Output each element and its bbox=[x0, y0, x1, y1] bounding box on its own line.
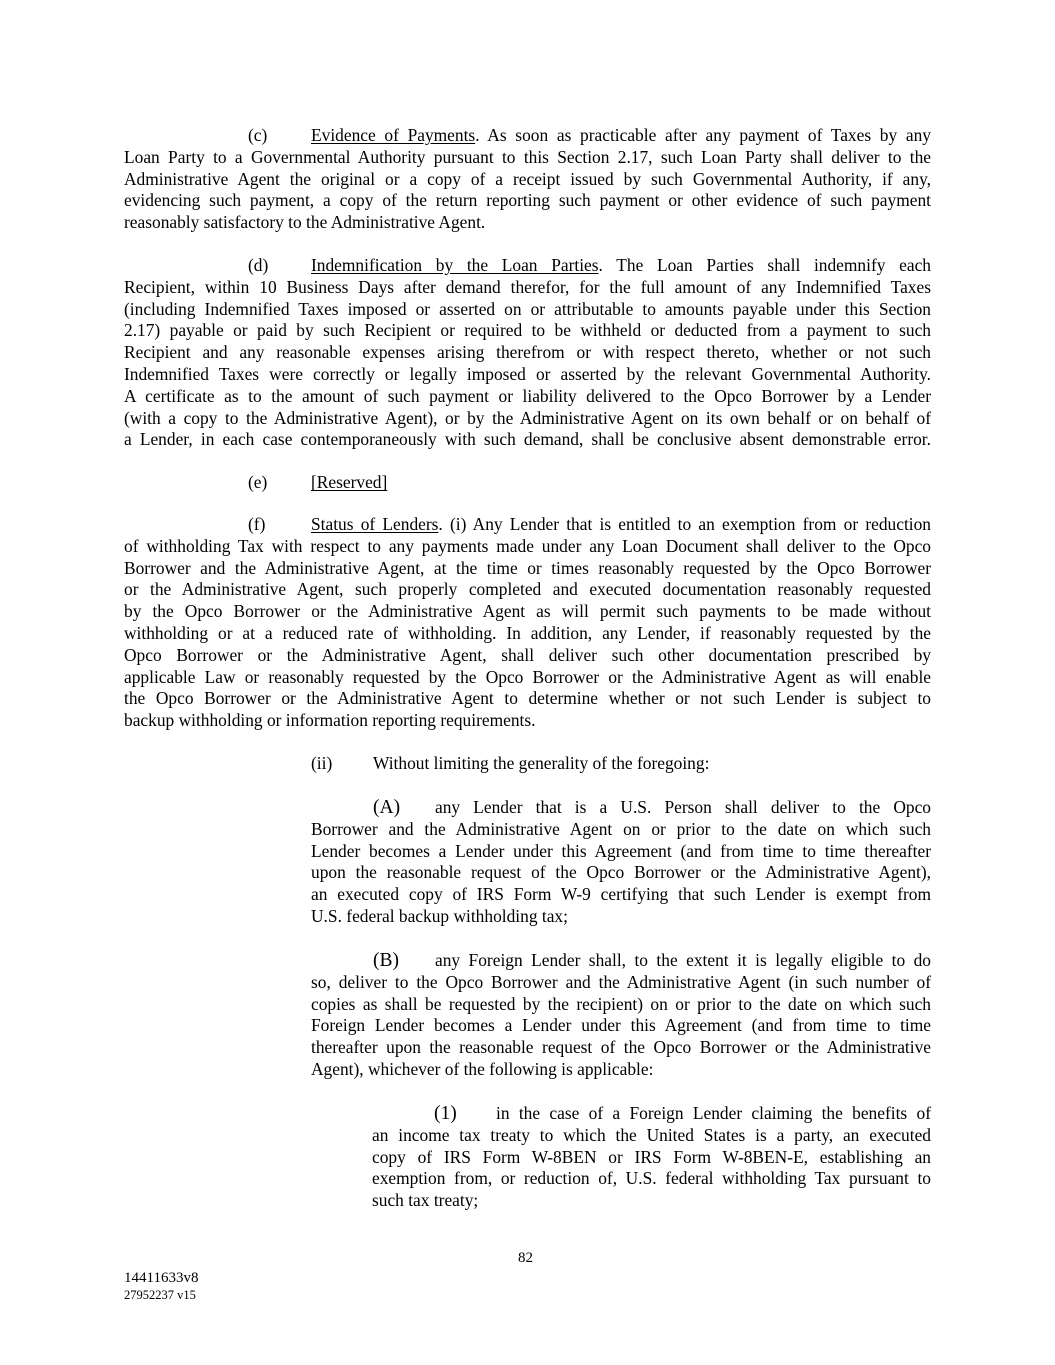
paragraph-f-line: Borrower and the Administrative Agent, at the time or times reasonably requested by the Opco Borrower bbox=[124, 557, 931, 578]
paragraph-c-line: Loan Party to a Governmental Authority pursuant to this Section 2.17, such Loan Party shall deliver to the bbox=[124, 146, 931, 167]
paragraph-1-line: copy of IRS Form W-8BEN or IRS Form W-8BEN-E, establishing an bbox=[372, 1146, 931, 1167]
paragraph-c-line: evidencing such payment, a copy of the return reporting such payment or other evidence of such payment bbox=[124, 190, 931, 211]
paragraph-d-line: Indemnified Taxes were correctly or legally imposed or asserted by the relevant Governmental Authority. bbox=[124, 363, 931, 384]
paragraph-f-line-1 bbox=[124, 514, 931, 536]
paragraph-d bbox=[124, 255, 931, 451]
document-id: 14411633v8 bbox=[124, 1270, 199, 1286]
paragraph-e bbox=[248, 472, 648, 494]
paragraph-B bbox=[311, 950, 931, 1081]
paragraph-c-text: . As soon as practicable after any payment of Taxes by any bbox=[475, 125, 931, 145]
paragraph-d-line: Recipient, within 10 Business Days after demand therefor, for the full amount of any Indemnified Taxes bbox=[124, 276, 931, 297]
paragraph-B-text: any Foreign Lender shall, to the extent it is legally eligible to do bbox=[435, 950, 931, 970]
paragraph-e-heading: [Reserved] bbox=[311, 472, 388, 492]
paragraph-f-line: Opco Borrower or the Administrative Agent, shall deliver such other documentation prescribed by bbox=[124, 644, 931, 665]
paragraph-ii-text: Without limiting the generality of the foregoing: bbox=[373, 753, 710, 773]
paragraph-f bbox=[124, 514, 931, 732]
paragraph-1-line-1 bbox=[372, 1103, 931, 1125]
paragraph-ii-label: (ii) bbox=[311, 753, 333, 773]
paragraph-c-line: reasonably satisfactory to the Administrative Agent. bbox=[124, 212, 486, 233]
paragraph-B-line: Agent), whichever of the following is applicable: bbox=[311, 1058, 654, 1079]
paragraph-A-line: an executed copy of IRS Form W-9 certifying that such Lender is exempt from bbox=[311, 884, 931, 905]
paragraph-A-line: Lender becomes a Lender under this Agreement (and from time to time thereafter bbox=[311, 840, 931, 861]
paragraph-A-line: U.S. federal backup withholding tax; bbox=[311, 905, 568, 926]
paragraph-f-line: withholding or at a reduced rate of withholding. In addition, any Lender, if reasonably requested by the bbox=[124, 622, 931, 643]
paragraph-A-label: (A) bbox=[373, 797, 401, 818]
paragraph-d-line: 2.17) payable or paid by such Recipient or required to be withheld or deducted from a payment to such bbox=[124, 320, 931, 341]
paragraph-ii bbox=[311, 753, 911, 775]
paragraph-f-line: applicable Law or reasonably requested by the Opco Borrower or the Administrative Agent as will enable bbox=[124, 666, 931, 687]
paragraph-f-line: the Opco Borrower or the Administrative Agent to determine whether or not such Lender is subject to bbox=[124, 688, 931, 709]
paragraph-B-line: thereafter upon the reasonable request of the Opco Borrower or the Administrative bbox=[311, 1037, 931, 1058]
paragraph-e-label: (e) bbox=[248, 472, 268, 492]
paragraph-d-line-1 bbox=[124, 255, 931, 277]
paragraph-d-line: A certificate as to the amount of such payment or liability delivered to the Opco Borrower by a Lender bbox=[124, 385, 931, 406]
page-number: 82 bbox=[518, 1250, 533, 1266]
paragraph-c-label: (c) bbox=[248, 125, 268, 145]
paragraph-B-line: copies as shall be requested by the recipient) on or prior to the date on which such bbox=[311, 993, 931, 1014]
paragraph-1-line: such tax treaty; bbox=[372, 1190, 479, 1211]
paragraph-A bbox=[311, 797, 931, 928]
paragraph-c bbox=[124, 125, 931, 234]
paragraph-1-line: an income tax treaty to which the United States is a party, an executed bbox=[372, 1124, 931, 1145]
paragraph-f-text: . (i) Any Lender that is entitled to an exemption from or reduction bbox=[438, 514, 931, 534]
paragraph-d-line: Recipient and any reasonable expenses arising therefrom or with respect thereto, whether or not such bbox=[124, 342, 931, 363]
document-version-id: 27952237 v15 bbox=[124, 1288, 196, 1302]
paragraph-1 bbox=[372, 1103, 931, 1212]
paragraph-c-line: Administrative Agent the original or a copy of a receipt issued by such Governmental Authority, if any, bbox=[124, 168, 931, 189]
paragraph-f-label: (f) bbox=[248, 514, 266, 534]
paragraph-A-line-1 bbox=[311, 797, 931, 819]
paragraph-f-line: of withholding Tax with respect to any payments made under any Loan Document shall deliver to the Opco bbox=[124, 535, 931, 556]
paragraph-f-heading: Status of Lenders bbox=[311, 514, 439, 534]
paragraph-d-text: . The Loan Parties shall indemnify each bbox=[598, 255, 931, 275]
paragraph-B-line-1 bbox=[311, 950, 931, 972]
paragraph-d-line: (including Indemnified Taxes imposed or asserted on or attributable to amounts payable under this Section bbox=[124, 298, 931, 319]
paragraph-B-line: Foreign Lender becomes a Lender under this Agreement (and from time to time bbox=[311, 1015, 931, 1036]
paragraph-A-text: any Lender that is a U.S. Person shall deliver to the Opco bbox=[435, 797, 931, 817]
paragraph-B-label: (B) bbox=[373, 950, 399, 971]
paragraph-f-line: backup withholding or information reporting requirements. bbox=[124, 710, 536, 731]
paragraph-1-label: (1) bbox=[434, 1103, 457, 1124]
paragraph-d-label: (d) bbox=[248, 255, 269, 275]
paragraph-c-line-1 bbox=[124, 125, 931, 147]
paragraph-d-line: (with a copy to the Administrative Agent), or by the Administrative Agent on its own behalf or on behalf of bbox=[124, 407, 931, 428]
paragraph-f-line: by the Opco Borrower or the Administrative Agent as will permit such payments to be made without bbox=[124, 601, 931, 622]
paragraph-c-heading: Evidence of Payments bbox=[311, 125, 476, 145]
paragraph-A-line: Borrower and the Administrative Agent on or prior to the date on which such bbox=[311, 818, 931, 839]
paragraph-d-heading: Indemnification by the Loan Parties bbox=[311, 255, 599, 275]
paragraph-1-line: exemption from, or reduction of, U.S. federal withholding Tax pursuant to bbox=[372, 1168, 931, 1189]
paragraph-d-line: a Lender, in each case contemporaneously with such demand, shall be conclusive absent demonstrable error. bbox=[124, 429, 931, 450]
paragraph-f-line: or the Administrative Agent, such properly completed and executed documentation reasonably requested bbox=[124, 579, 931, 600]
paragraph-1-text: in the case of a Foreign Lender claiming the benefits of bbox=[496, 1103, 931, 1123]
paragraph-B-line: so, deliver to the Opco Borrower and the Administrative Agent (in such number of bbox=[311, 971, 931, 992]
paragraph-A-line: upon the reasonable request of the Opco Borrower or the Administrative Agent), bbox=[311, 862, 931, 883]
